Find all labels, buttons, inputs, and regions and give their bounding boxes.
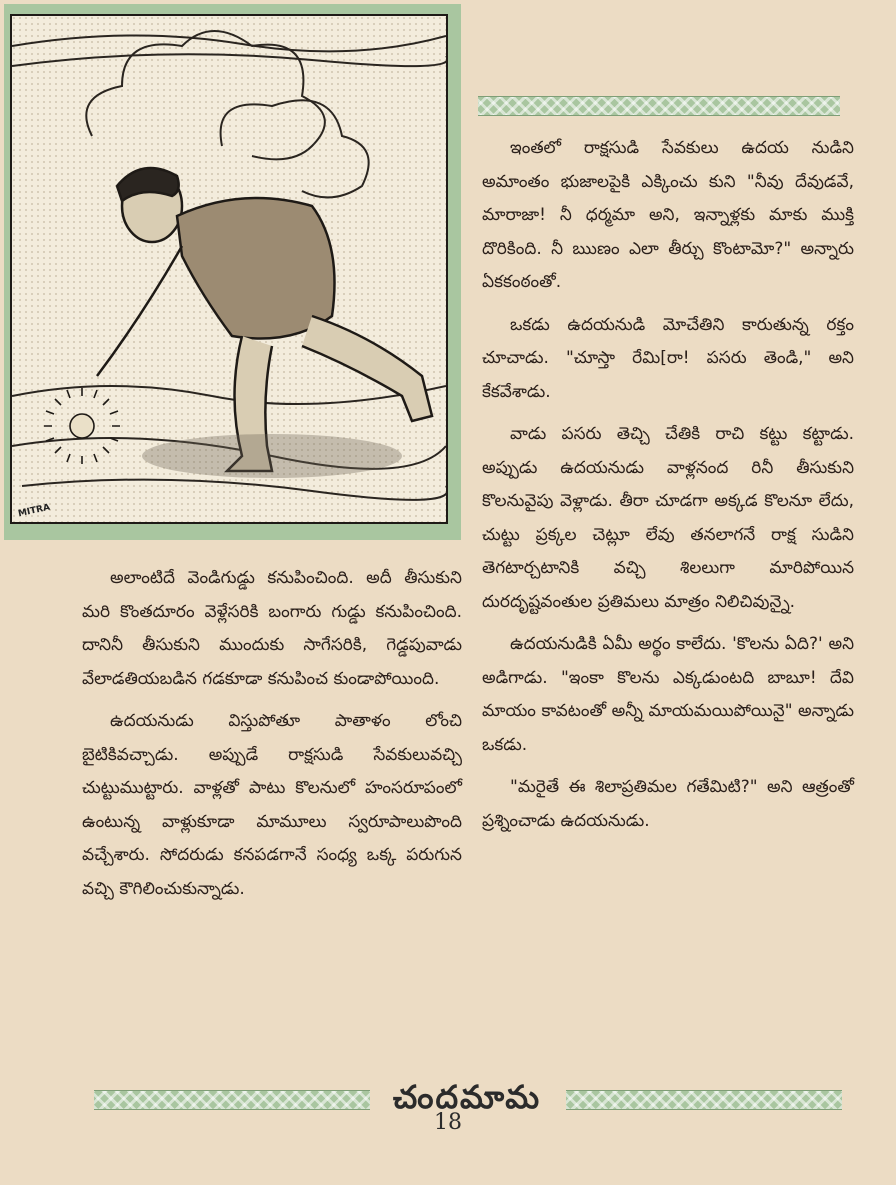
decorative-border-top [478,96,840,116]
left-paragraph-2: ఉదయనుడు విస్తుపోతూ పాతాళం లోంచి బైటికివచ్చాడు. అప్పుడే రాక్షసుడి సేవకులువచ్చి చుట్టుముట్టారు. వాళ్లతో పాటు కొలనులో హంసరూపంలో ఉంటున్న వాళ్లుకూడా మామూలు స్వరూపాలుపొంది వచ్చేశారు. సోదరుడు కనపడగానే సంధ్య ఒక్క పరుగున వచ్చి కౌగిలించుకున్నాడు. [82,711,462,899]
illustration-drawing [12,16,446,522]
right-paragraph-2: ఒకడు ఉదయనుడి మోచేతిని కారుతున్న రక్తం చూచాడు. "చూస్తా రేమి[రా! పసరు తెండి," అని కేకవేశాడు. [482,314,854,402]
right-paragraph-5: "మరైతే ఈ శిలాప్రతిమల గతేమిటి?" అని ఆత్రంతో ప్రశ్నించాడు ఉదయనుడు. [482,777,854,831]
right-paragraph-1: ఇంతలో రాక్షసుడి సేవకులు ఉదయ నుడిని అమాంతం భుజాలపైకి ఎక్కించు కుని "నీవు దేవుడవే, మారాజా! నీ ధర్మమా అని, ఇన్నాళ్లకు మాకు ముక్తి దొరికింది. నీ ఋణం ఎలా తీర్చు కొంటామో?" అన్నారు ఏకకంఠంతో. [482,138,854,292]
footer-border-right [566,1090,842,1110]
footer-border-left [94,1090,370,1110]
artist-signature: MITRA [17,502,52,520]
illustration-panel [4,4,461,540]
left-text-column [82,562,462,915]
right-paragraph-4: ఉదయనుడికి ఏమీ అర్థం కాలేదు. 'కొలను ఏది?' అని అడిగాడు. "ఇంకా కొలను ఎక్కడుంటది బాబూ! దేవి మాయం కావటంతో అన్నీ మాయమయిపోయినై" అన్నాడు ఒకడు. [482,634,854,755]
right-text-column [482,132,854,847]
page-footer [0,1078,896,1138]
right-paragraph-3: వాడు పసరు తెచ్చి చేతికి రాచి కట్టు కట్టాడు. అప్పుడు ఉదయనుడు వాళ్లనంద రినీ తీసుకుని కొలనువైపు వెళ్లాడు. తీరా చూడగా అక్కడ కొలనూ లేదు, చుట్టు ప్రక్కల చెట్లూ లేవు తనలాగనే రాక్ష సుడిని తెగటార్చటానికి వచ్చి శిలలుగా మారిపోయిన దురదృష్టవంతుల ప్రతిమలు మాత్రం నిలిచివున్నై. [482,424,854,612]
story-illustration [10,14,448,524]
magazine-title: చందమామ [392,1078,542,1116]
page-number: 18 [434,1110,462,1135]
left-paragraph-1: అలాంటిదే వెండిగుడ్డు కనుపించింది. అదీ తీసుకుని మరి కొంతదూరం వెళ్లేసరికి బంగారు గుడ్డు కనుపించింది. దానినీ తీసుకుని ముందుకు సాగేసరికి, గెడ్డపువాడు వేలాడతియబడిన గడకూడా కనుపించ కుండాపోయింది. [82,568,462,689]
